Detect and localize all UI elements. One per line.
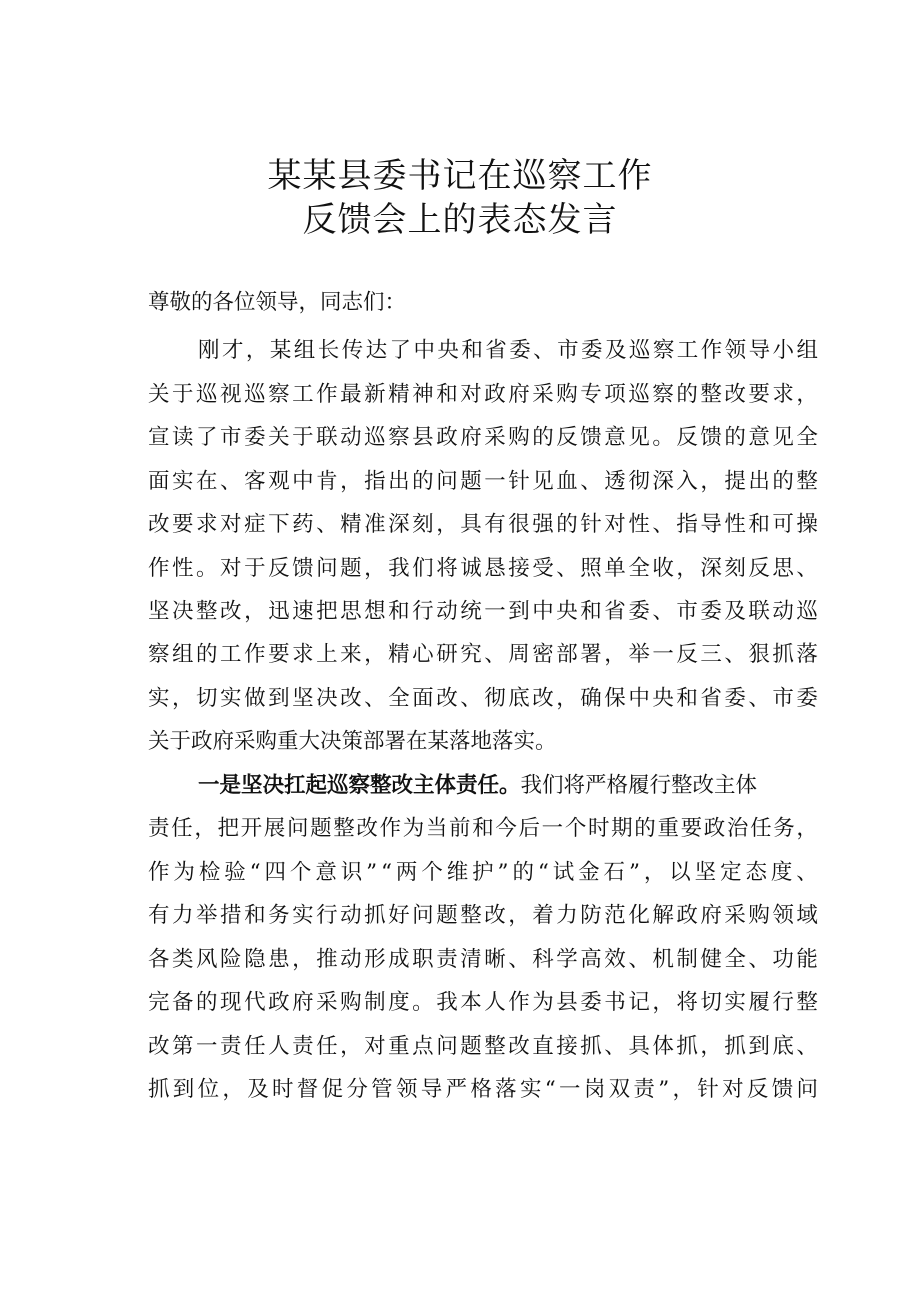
paragraph-2-line: 改 第 一 责 任 人 责 任 ， 对 重 点 问 题 整 改 直 接 抓 、 具 体 抓 ， 抓 到 底 、 bbox=[148, 1034, 818, 1059]
document-title-line-1: 某某县委书记在巡察工作 bbox=[267, 156, 653, 196]
paragraph-2-line: 完 备 的 现 代 政 府 采 购 制 度 。 我 本 人 作 为 县 委 书 记 ， 将 切 实 履 行 整 bbox=[148, 990, 818, 1015]
paragraph-2-line: 各 类 风 险 隐 患 ， 推 动 形 成 职 责 清 晰 、 科 学 高 效 、 机 制 健 全 、 功 能 bbox=[148, 947, 818, 972]
paragraph-2-first-line bbox=[198, 771, 818, 801]
paragraph-1-line: 宣 读 了 市 委 关 于 联 动 巡 察 县 政 府 采 购 的 反 馈 意 见 。 反 馈 的 意 见 全 bbox=[148, 425, 818, 450]
paragraph-1-line: 察 组 的 工 作 要 求 上 来 ， 精 心 研 究 、 周 密 部 署 ， 举 一 反 三 、 狠 抓 落 bbox=[148, 642, 818, 667]
paragraph-1-line: 关 于 巡 视 巡 察 工 作 最 新 精 神 和 对 政 府 采 购 专 项 巡 察 的 整 改 要 求 ， bbox=[148, 382, 818, 407]
paragraph-1-line: 关于政府采购重大决策部署在某落地落实。 bbox=[148, 729, 557, 754]
paragraph-1-line: 作 性 。 对 于 反 馈 问 题 ， 我 们 将 诚 恳 接 受 、 照 单 全 收 ， 深 刻 反 思 、 bbox=[148, 556, 818, 581]
paragraph-2-line: 有 力 举 措 和 务 实 行 动 抓 好 问 题 整 改 ， 着 力 防 范 化 解 政 府 采 购 领 域 bbox=[148, 903, 818, 928]
paragraph-1-line: 面 实 在 、 客 观 中 肯 ， 指 出 的 问 题 一 针 见 血 、 透 彻 深 入 ， 提 出 的 整 bbox=[148, 469, 818, 494]
paragraph-1-line: 坚 决 整 改 ， 迅 速 把 思 想 和 行 动 统 一 到 中 央 和 省 委 、 市 委 及 联 动 巡 bbox=[148, 599, 818, 624]
paragraph-2-line: 作 为 检 验 “ 四 个 意 识 ” “ 两 个 维 护 ” 的 “ 试 金 石 ” ， 以 坚 定 态 度 、 bbox=[148, 860, 818, 885]
document-title-line-2: 反馈会上的表态发言 bbox=[302, 200, 618, 240]
paragraph-1-line: 刚 才 ， 某 组 长 传 达 了 中 央 和 省 委 、 市 委 及 巡 察 工 作 领 导 小 组 bbox=[198, 338, 818, 363]
paragraph-2-line: 抓 到 位 ， 及 时 督 促 分 管 领 导 严 格 落 实 “ 一 岗 双 责 ” ， 针 对 反 馈 问 bbox=[148, 1077, 818, 1102]
salutation: 尊敬的各位领导，同志们： bbox=[148, 290, 407, 315]
paragraph-2-heading: 一是坚决扛起巡察整改主体责任。 bbox=[198, 773, 521, 798]
paragraph-2-first-rest: 我们将严格履行整改主体 bbox=[520, 773, 758, 798]
paragraph-1-line: 实 ， 切 实 做 到 坚 决 改 、 全 面 改 、 彻 底 改 ， 确 保 中 央 和 省 委 、 市 委 bbox=[148, 686, 818, 711]
paragraph-1-line: 改 要 求 对 症 下 药 、 精 准 深 刻 ， 具 有 很 强 的 针 对 性 、 指 导 性 和 可 操 bbox=[148, 512, 818, 537]
paragraph-2-line: 责 任 ， 把 开 展 问 题 整 改 作 为 当 前 和 今 后 一 个 时 期 的 重 要 政 治 任 务 ， bbox=[148, 816, 818, 841]
